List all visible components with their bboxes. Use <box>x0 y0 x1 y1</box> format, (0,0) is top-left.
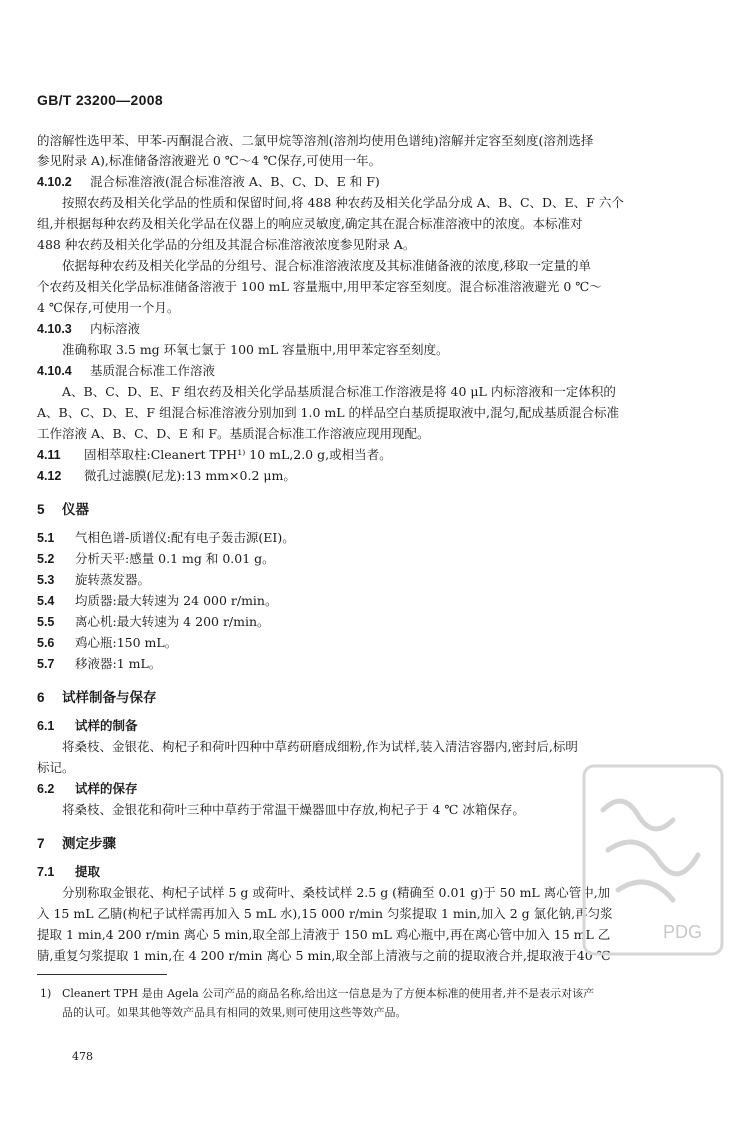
body-line: 将桑枝、金银花、枸杞子和荷叶四种中草药研磨成细粉,作为试样,装入清洁容器内,密封后,标明 <box>62 739 578 754</box>
body-line: A、B、C、D、E、F 组农药及相关化学品基质混合标准工作溶液是将 40 μL 内标溶液和一定体积的 <box>62 384 616 399</box>
body-line: 腈,重复匀浆提取 1 min,在 4 200 r/min 离心 5 min,取全部上清液与之前的提取液合并,提取液于40 ℃ <box>37 948 611 963</box>
list-item-5-1: 5.1 气相色谱-质谱仪:配有电子轰击源(EI)。 <box>37 530 295 545</box>
body-line: 标记。 <box>37 760 75 775</box>
body-line: 的溶解性选甲苯、甲苯-丙酮混合液、二氯甲烷等溶剂(溶剂均使用色谱纯)溶解并定容至刻度(溶剂选择 <box>37 133 594 148</box>
body-line: 准确称取 3.5 mg 环氧七氯于 100 mL 容量瓶中,用甲苯定容至刻度。 <box>62 342 449 357</box>
footnote-text-2: 品的认可。如果其他等效产品具有相同的效果,则可使用这些等效产品。 <box>62 1006 407 1019</box>
section-heading-6-1: 6.1 试样的制备 <box>37 719 138 733</box>
body-line: 将桑枝、金银花和荷叶三种中草药于常温干燥器皿中存放,枸杞子于 4 ℃ 冰箱保存。 <box>62 802 525 817</box>
body-line: 488 种农药及相关化学品的分组及其混合标准溶液浓度参见附录 A。 <box>37 237 416 252</box>
chapter-heading-6: 6 试样制备与保存 <box>37 690 157 705</box>
body-line: 工作溶液 A、B、C、D、E 和 F。基质混合标准工作溶液应现用现配。 <box>37 426 430 441</box>
section-heading-4-10-2: 4.10.2 混合标准溶液(混合标准溶液 A、B、C、D、E 和 F) <box>37 174 380 189</box>
list-item-5-2: 5.2 分析天平:感量 0.1 mg 和 0.01 g。 <box>37 551 275 566</box>
section-heading-4-11: 4.11 固相萃取柱:Cleanert TPH¹⁾ 10 mL,2.0 g,或相当者。 <box>37 447 392 462</box>
body-line: 组,并根据每种农药及相关化学品在仪器上的响应灵敏度,确定其在混合标准溶液中的浓度。本标准对 <box>37 216 583 231</box>
list-item-5-7: 5.7 移液器:1 mL。 <box>37 656 162 671</box>
footnote-mark: 1) <box>40 987 52 1000</box>
section-heading-4-10-3: 4.10.3 内标溶液 <box>37 321 141 336</box>
list-item-5-5: 5.5 离心机:最大转速为 4 200 r/min。 <box>37 614 270 629</box>
body-line: 依据每种农药及相关化学品的分组号、混合标准溶液浓度及其标准储备液的浓度,移取一定量的单 <box>62 258 591 273</box>
page-number: 478 <box>72 1050 93 1063</box>
body-line: 4 ℃保存,可使用一个月。 <box>37 300 180 315</box>
list-item-5-6: 5.6 鸡心瓶:150 mL。 <box>37 635 178 650</box>
section-heading-6-2: 6.2 试样的保存 <box>37 782 138 796</box>
footnote-divider <box>37 974 167 975</box>
chapter-heading-5: 5 仪器 <box>37 502 89 517</box>
section-heading-4-10-4: 4.10.4 基质混合标准工作溶液 <box>37 363 216 378</box>
watermark-text: PDG <box>663 922 703 942</box>
body-line: 分别称取金银花、枸杞子试样 5 g 或荷叶、桑枝试样 2.5 g (精确至 0.01 g)于 50 mL 离心管中,加 <box>62 885 611 900</box>
body-line: 提取 1 min,4 200 r/min 离心 5 min,取全部上清液于 150 mL 鸡心瓶中,再在离心管中加入 15 mL 乙 <box>37 927 611 942</box>
watermark-seal <box>578 760 728 960</box>
watermark-strokes <box>603 801 698 900</box>
body-line: A、B、C、D、E、F 组混合标准溶液分别加到 1.0 mL 的样品空白基质提取液中,混匀,配成基质混合标准 <box>37 405 619 420</box>
body-line: 按照农药及相关化学品的性质和保留时间,将 488 种农药及相关化学品分成 A、B、C、D、E、F 六个 <box>62 195 624 210</box>
footnote <box>40 986 594 1001</box>
body-line: 入 15 mL 乙腈(枸杞子试样需再加入 5 mL 水),15 000 r/min 匀浆提取 1 min,加入 2 g 氯化钠,再匀浆 <box>37 906 613 921</box>
body-line: 参见附录 A),标准储备溶液避光 0 ℃～4 ℃保存,可使用一年。 <box>37 153 382 168</box>
standard-code-header: GB/T 23200—2008 <box>37 92 163 108</box>
footnote-text-1: Cleanert TPH 是由 Agela 公司产品的商品名称,给出这一信息是为了方便本标准的使用者,并不是表示对该产 <box>62 987 595 1000</box>
chapter-heading-7: 7 测定步骤 <box>37 836 116 851</box>
section-heading-7-1: 7.1 提取 <box>37 865 101 879</box>
list-item-5-4: 5.4 均质器:最大转速为 24 000 r/min。 <box>37 593 278 608</box>
body-line: 个农药及相关化学品标准储备溶液于 100 mL 容量瓶中,用甲苯定容至刻度。混合标准溶液避光 0 ℃～ <box>37 279 602 294</box>
section-heading-4-12: 4.12 微孔过滤膜(尼龙):13 mm×0.2 μm。 <box>37 468 296 483</box>
list-item-5-3: 5.3 旋转蒸发器。 <box>37 572 151 587</box>
